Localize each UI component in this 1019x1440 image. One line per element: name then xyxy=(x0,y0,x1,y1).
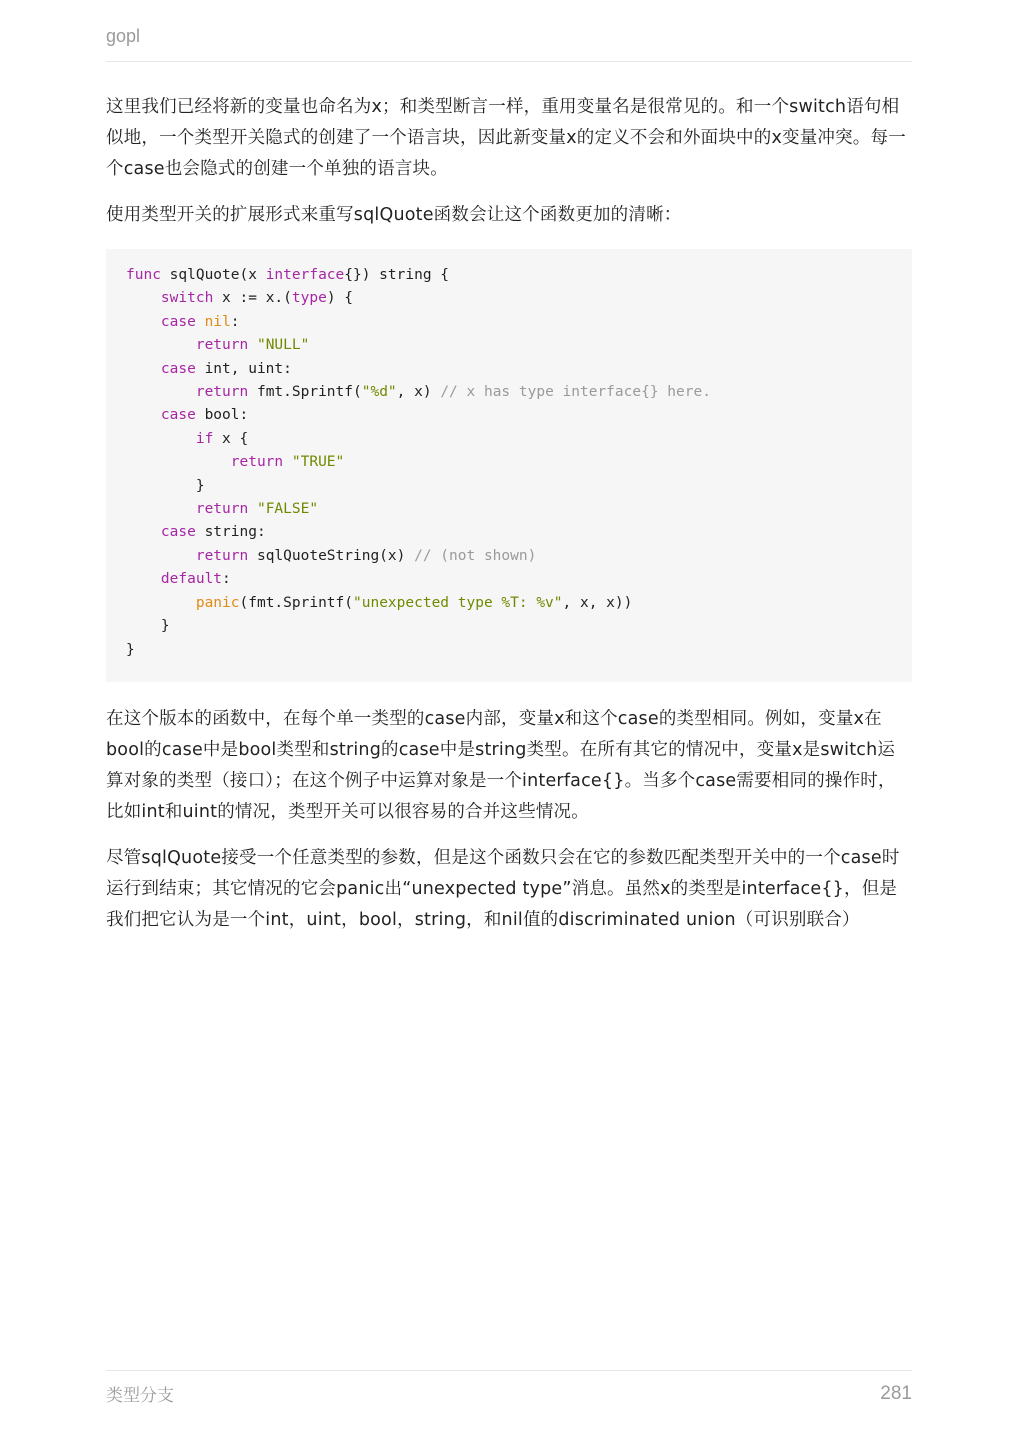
code-text: (fmt.Sprintf( xyxy=(239,594,353,611)
code-line xyxy=(126,524,266,540)
code-text: x := x.( xyxy=(213,290,292,307)
code-line xyxy=(126,454,344,470)
code-keyword: return xyxy=(195,384,249,401)
code-builtin: panic xyxy=(195,594,240,611)
book-title: gopl xyxy=(106,26,141,46)
code-text: fmt.Sprintf( xyxy=(248,384,362,401)
code-line xyxy=(126,431,248,447)
code-text xyxy=(126,548,196,564)
paragraph-3: 在这个版本的函数中，在每个单一类型的case内部，变量x和这个case的类型相同。例如，变量x在bool的case中是bool类型和string的case中是string类型。在所有其它的情况中，变量x是switch运算对象的类型（接口）；在这个例子中运算对象是一个interface{}。当多个case需要相同的操作时，比如int和uint的情况，类型开关可以很容易的合并这些情况。 xyxy=(106,708,896,822)
code-text xyxy=(283,454,292,470)
page-header xyxy=(106,24,912,62)
book-page xyxy=(106,0,912,1440)
code-keyword: return xyxy=(230,454,284,471)
code-keyword: default xyxy=(160,571,223,588)
code-line xyxy=(126,361,292,377)
code-text xyxy=(126,290,161,306)
code-text: : xyxy=(230,313,240,330)
code-text xyxy=(126,337,196,353)
code-string: "FALSE" xyxy=(256,501,319,518)
code-line xyxy=(126,478,205,494)
code-string: "TRUE" xyxy=(291,454,345,471)
code-text: ) { xyxy=(326,290,354,307)
code-line xyxy=(126,314,240,330)
code-line xyxy=(126,407,248,423)
code-comment: // (not shown) xyxy=(414,547,537,564)
code-text xyxy=(126,524,161,540)
code-text xyxy=(126,407,161,423)
paragraph-1: 这里我们已经将新的变量也命名为x；和类型断言一样，重用变量名是很常见的。和一个switch语句相似地，一个类型开关隐式的创建了一个语言块，因此新变量x的定义不会和外面块中的x变量冲突。每一个case也会隐式的创建一个单独的语言块。 xyxy=(106,97,906,179)
code-text: x { xyxy=(213,430,249,447)
code-text: } xyxy=(126,477,205,494)
code-comment: // x has type interface{} here. xyxy=(440,384,711,401)
code-block[interactable] xyxy=(106,249,912,682)
code-line xyxy=(126,642,135,658)
code-line xyxy=(126,267,449,283)
code-keyword: case xyxy=(160,524,196,541)
code-line xyxy=(126,384,711,400)
code-text: sqlQuoteString(x) xyxy=(248,547,415,564)
code-keyword: case xyxy=(160,407,196,424)
code-text: } xyxy=(126,618,170,635)
code-keyword: case xyxy=(160,313,196,330)
code-keyword: return xyxy=(195,337,249,354)
code-text xyxy=(248,501,257,517)
code-text: string: xyxy=(195,524,266,541)
code-keyword: switch xyxy=(160,290,214,307)
code-text xyxy=(126,571,161,587)
code-text: bool: xyxy=(195,407,249,424)
page-number: 281 xyxy=(880,1382,912,1404)
code-text: sqlQuote(x xyxy=(160,267,266,283)
code-line xyxy=(126,571,231,587)
code-line xyxy=(126,595,632,611)
page-content xyxy=(106,92,912,951)
code-text: , x, x)) xyxy=(562,594,633,611)
code-text xyxy=(196,314,205,330)
code-keyword: type xyxy=(291,290,327,307)
page-footer xyxy=(106,1370,912,1406)
code-keyword: if xyxy=(195,430,214,447)
code-text xyxy=(248,337,257,353)
code-text xyxy=(126,454,231,470)
paragraph-4: 尽管sqlQuote接受一个任意类型的参数，但是这个函数只会在它的参数匹配类型开关中的一个case时运行到结束；其它情况的它会panic出“unexpected type”消息。虽然x的类型是interface{}，但是我们把它认为是一个int，uint，bool，string，和nil值的discriminated union（可识别联合） xyxy=(106,847,900,930)
code-text xyxy=(126,501,196,517)
code-text: {}) string { xyxy=(344,267,450,283)
code-listing[interactable] xyxy=(126,264,892,662)
code-keyword: func xyxy=(126,267,161,283)
code-builtin: nil xyxy=(204,313,231,330)
code-line xyxy=(126,501,318,517)
chapter-title: 类型分支 xyxy=(106,1386,174,1406)
code-string: "unexpected type %T: %v" xyxy=(353,594,563,611)
code-line xyxy=(126,548,536,564)
code-text xyxy=(126,314,161,330)
code-line xyxy=(126,337,309,353)
code-line xyxy=(126,290,353,306)
code-keyword: return xyxy=(195,501,249,518)
code-line xyxy=(126,618,170,634)
paragraph-2: 使用类型开关的扩展形式来重写sqlQuote函数会让这个函数更加的清晰： xyxy=(106,205,682,225)
code-string: "%d" xyxy=(361,384,397,401)
code-text: } xyxy=(126,641,135,658)
code-keyword: return xyxy=(195,547,249,564)
code-text xyxy=(126,431,196,447)
code-keyword: case xyxy=(160,360,196,377)
code-text: , x) xyxy=(396,384,441,401)
code-text: int, uint: xyxy=(195,360,292,377)
code-text xyxy=(126,361,161,377)
code-text xyxy=(126,384,196,400)
code-text xyxy=(126,595,196,611)
code-keyword: interface xyxy=(265,267,345,283)
code-text: : xyxy=(222,571,231,588)
code-string: "NULL" xyxy=(256,337,310,354)
